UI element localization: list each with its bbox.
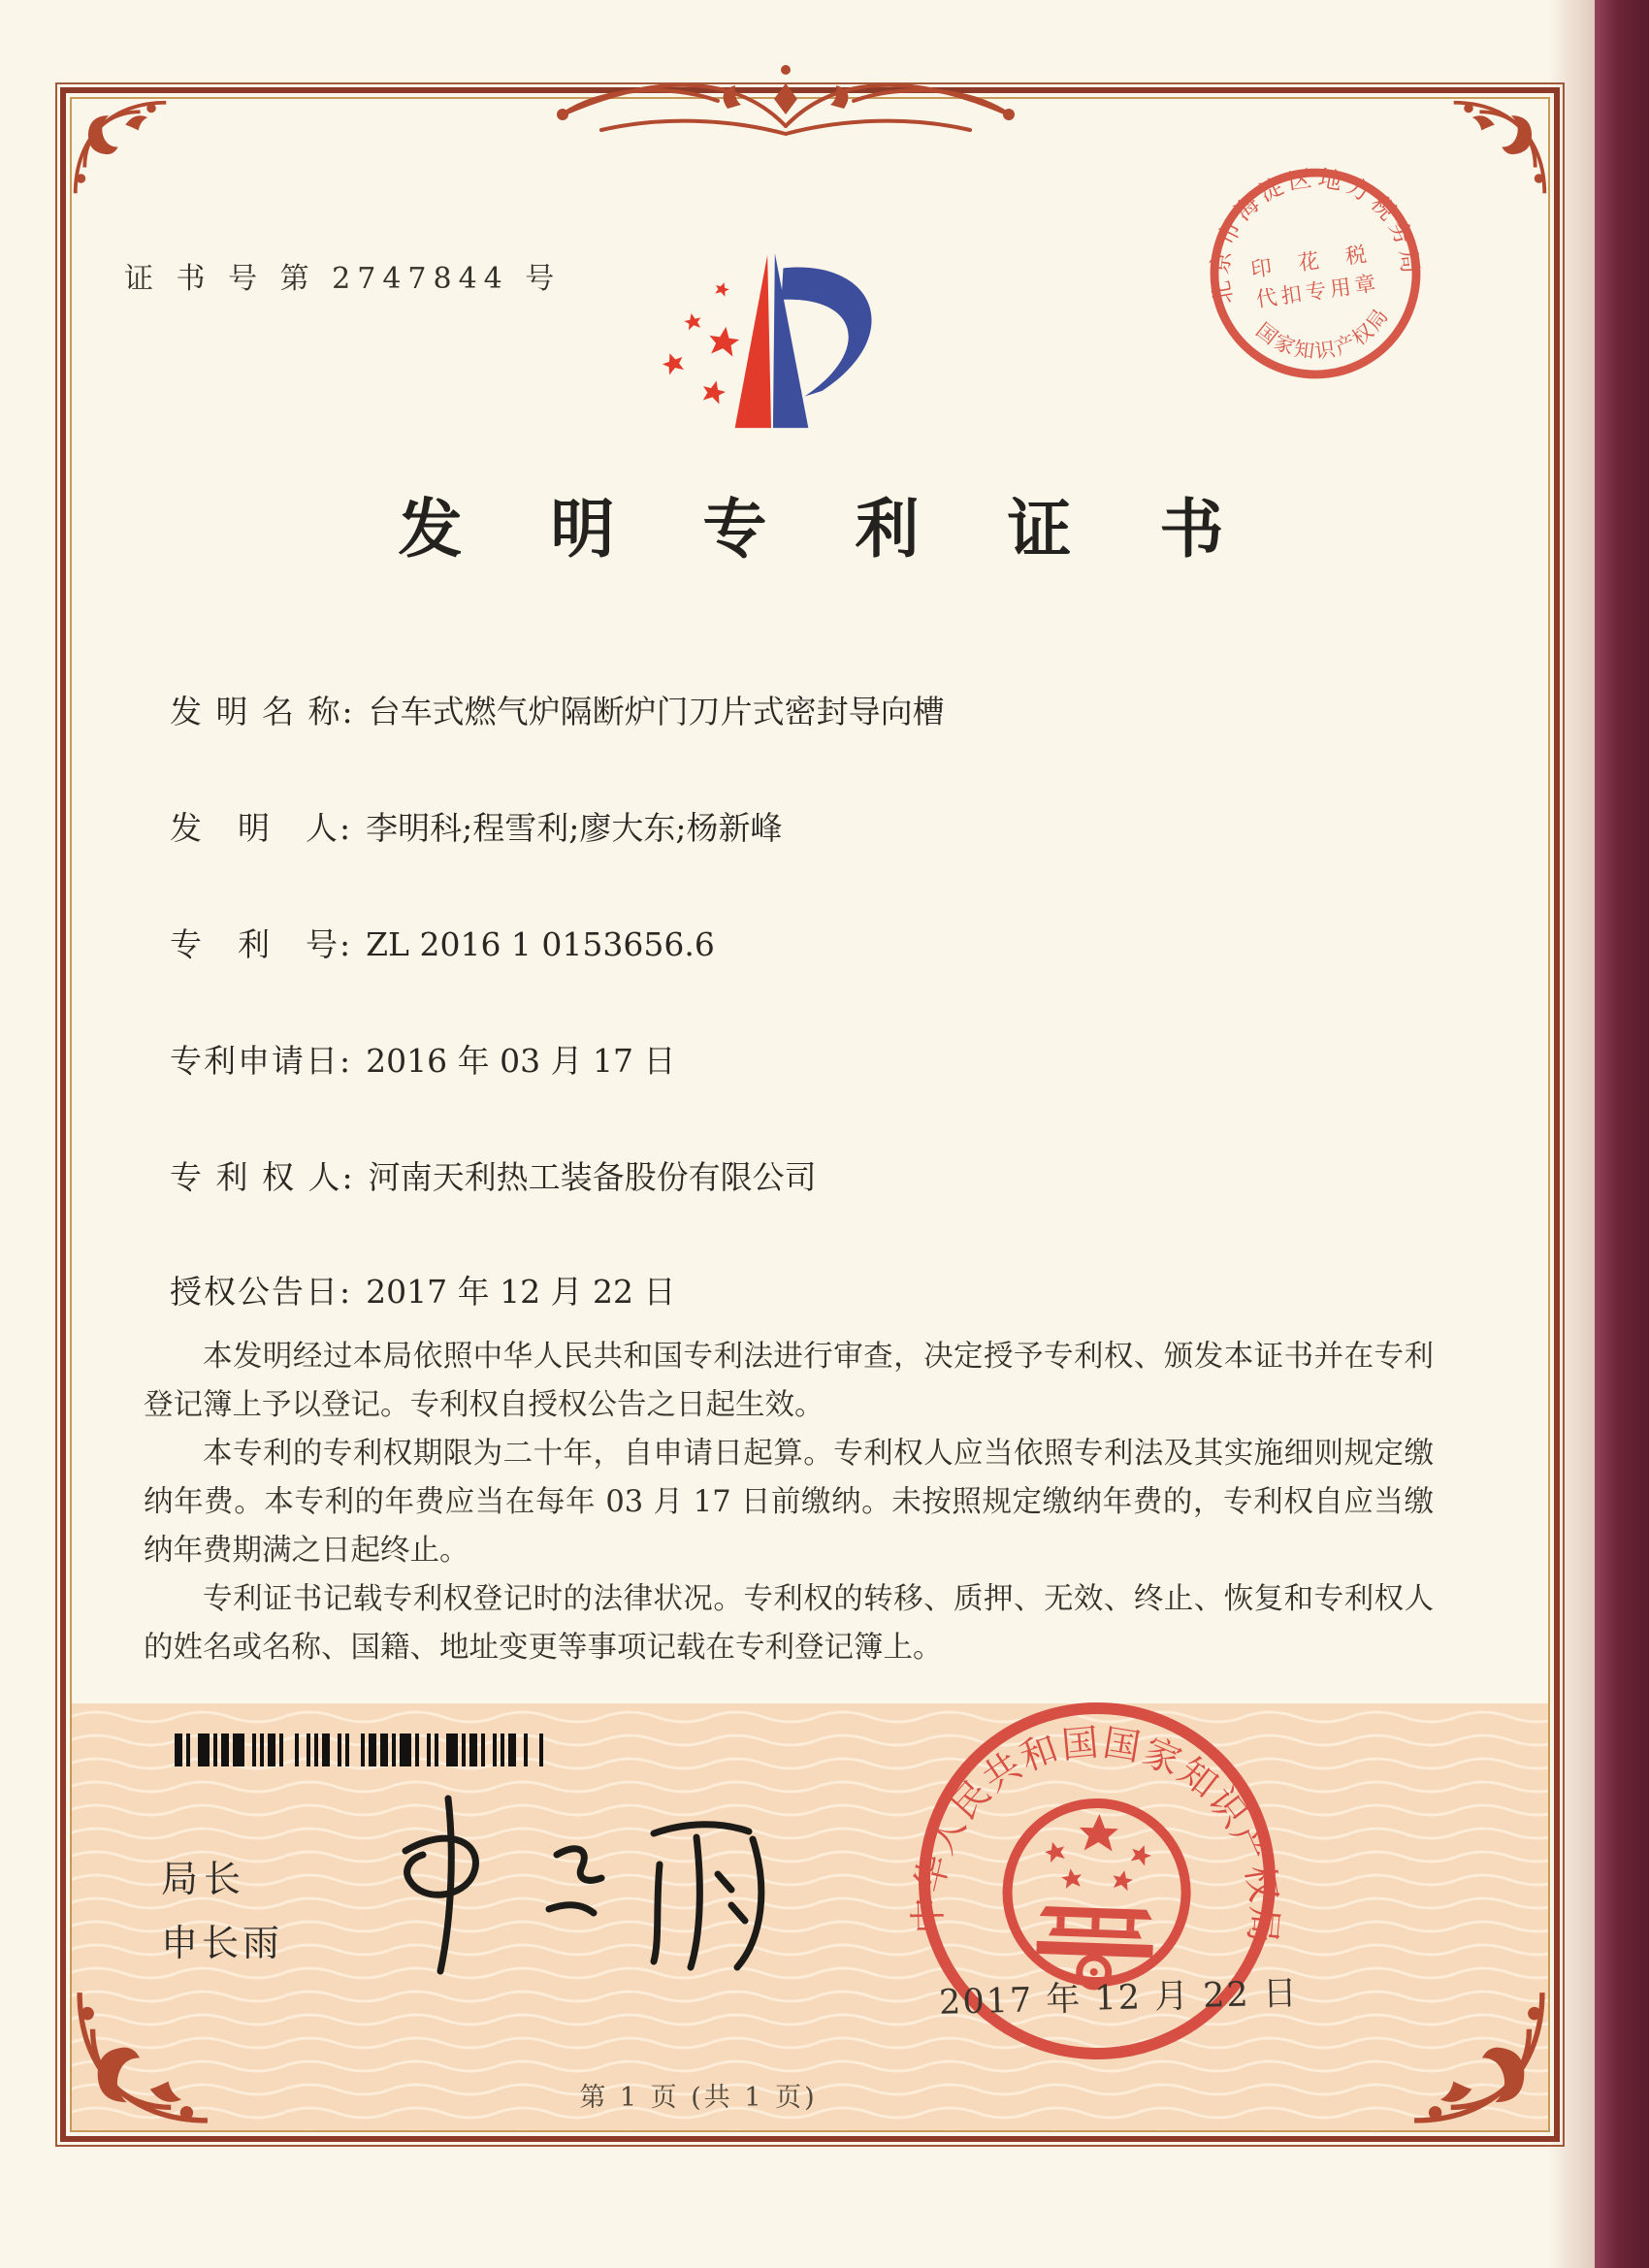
stamp-tax-seal — [1199, 157, 1432, 390]
field-invention-name-label: 发 明 名 称: — [170, 693, 355, 730]
logo-red-blade — [735, 255, 771, 428]
field-patent-number-value: ZL 2016 1 0153656.6 — [366, 925, 715, 963]
field-invention-name-value: 台车式燃气炉隔断炉门刀片式密封导向槽 — [368, 693, 945, 730]
field-filing-date-label: 专利申请日: — [170, 1042, 353, 1080]
corner-ornament-bottom-right — [1406, 1985, 1550, 2128]
corner-ornament-bottom-left — [72, 1985, 215, 2128]
legal-paragraph-1: 本发明经过本局依照中华人民共和国专利法进行审查，决定授予专利权、颁发本证书并在专利登记簿上予以登记。专利权自授权公告之日起生效。 — [144, 1340, 1434, 1422]
tax-seal-arc-bottom-text: 国家知识产权局 — [1251, 303, 1394, 364]
page-number-footer: 第 1 页 (共 1 页) — [579, 2083, 818, 2113]
field-grant-date-label: 授权公告日: — [170, 1273, 353, 1311]
legal-body-text — [144, 1333, 1434, 1672]
legal-paragraph-2: 本专利的专利权期限为二十年，自申请日起算。专利权人应当依照专利法及其实施细则规定缴纳年费。本专利的年费应当在每年 03 月 17 日前缴纳。未按照规定缴纳年费的，专利权自应当缴纳年费期满之日起终止。 — [144, 1437, 1434, 1568]
field-filing-date — [170, 1036, 676, 1082]
field-patent-number-label: 专 利 号: — [170, 925, 353, 963]
top-border-crest-ornament — [485, 58, 1086, 184]
corner-ornament-top-left — [70, 97, 172, 199]
legal-paragraph-3: 专利证书记载专利权登记时的法律状况。专利权的转移、质押、无效、终止、恢复和专利权人的姓名或名称、国籍、地址变更等事项记载在专利登记簿上。 — [144, 1582, 1434, 1665]
corner-ornament-top-right — [1448, 97, 1550, 199]
page-edge-shadow — [1548, 0, 1595, 2268]
national-emblem — [1004, 1800, 1188, 1990]
field-inventors-value: 李明科;程雪利;廖大东;杨新峰 — [366, 809, 783, 847]
cnipa-patent-logo — [630, 231, 912, 454]
tax-seal-arc-top-text: 北京市海淀区地方税务局 — [1206, 164, 1425, 307]
field-inventors-label: 发 明 人: — [170, 809, 353, 847]
guilloche-band — [70, 1703, 1550, 2132]
tax-seal-center-line2: 代扣专用章 — [1254, 271, 1381, 313]
certificate-number: 证 书 号 第 2747844 号 — [124, 262, 562, 296]
field-patentee-label: 专 利 权 人: — [170, 1158, 355, 1196]
tax-seal-center-line1: 印 花 税 — [1248, 241, 1378, 283]
barcode — [175, 1733, 574, 1766]
field-patent-number — [170, 920, 715, 965]
director-name: 申长雨 — [161, 1922, 284, 1964]
director-title-label: 局长 — [161, 1858, 247, 1900]
field-filing-date-value: 2016 年 03 月 17 日 — [366, 1042, 676, 1080]
issue-date: 2017 年 12 月 22 日 — [938, 1974, 1300, 2023]
cnipa-seal-arc-text: 中华人民共和国国家知识产权局 — [906, 1720, 1286, 1948]
director-handwritten-signature — [376, 1781, 793, 1994]
logo-stars — [660, 280, 741, 405]
field-patentee — [170, 1152, 817, 1198]
field-patentee-value: 河南天利热工装备股份有限公司 — [368, 1158, 817, 1196]
field-grant-date-value: 2017 年 12 月 22 日 — [366, 1273, 676, 1311]
field-invention-name — [170, 687, 945, 732]
certificate-title: 发 明 专 利 证 书 — [398, 491, 1257, 567]
folder-binding-strip — [1595, 0, 1649, 2268]
field-grant-date — [170, 1267, 676, 1312]
field-inventors — [170, 803, 782, 849]
